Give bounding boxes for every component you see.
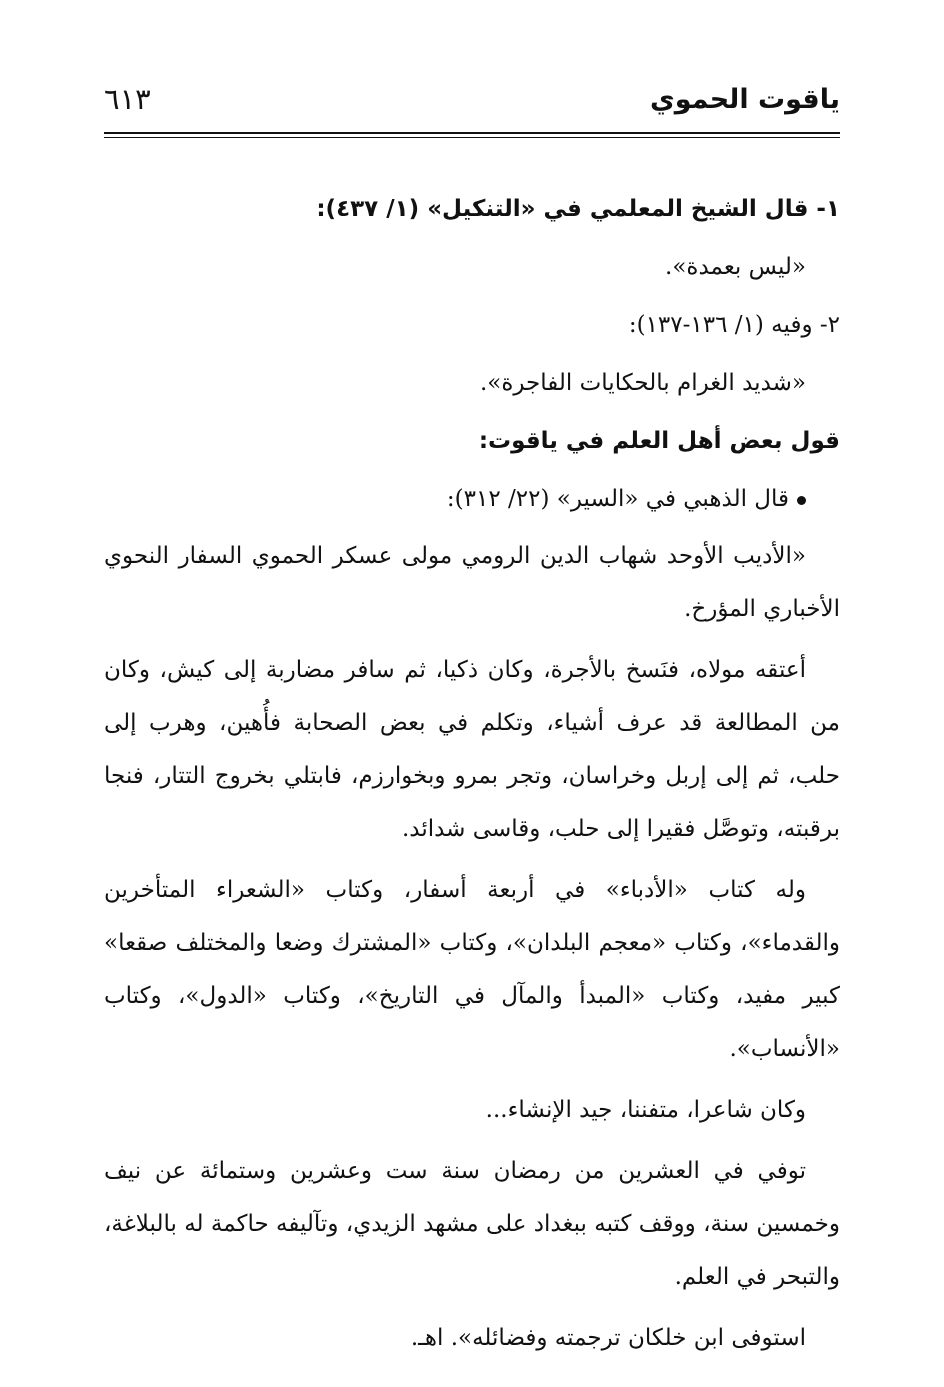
item2-line: ٢- وفيه (١/ ١٣٦-١٣٧):	[628, 312, 840, 338]
item1-heading: ١- قال الشيخ المعلمي في «التنكيل» (١/ ٤٣٧):	[316, 196, 840, 222]
section-heading: قول بعض أهل العلم في ياقوت:	[478, 428, 840, 454]
header-rule-thin	[104, 137, 840, 138]
bullet-item	[104, 470, 840, 528]
item2-quote: «شديد الغرام بالحكايات الفاجرة».	[479, 370, 806, 396]
running-title: ياقوت الحموي	[649, 84, 840, 115]
body-text	[104, 180, 840, 1365]
paragraph-4: وكان شاعرا، متفننا، جيد الإنشاء...	[485, 1097, 806, 1123]
paragraph-2: أعتقه مولاه، فنَسخ بالأجرة، وكان ذكيا، ثم سافر مضاربة إلى كيش، وكان من المطالعة قد عرف أشياء، وتكلم في بعض الصحابة فأُهين، وهرب إلى حلب، ثم إلى إربل وخراسان، وتجر بمرو وبخوارزم، فابتلي بخروج التتار، فنجا برقبته، وتوصَّل فقيرا إلى حلب، وقاسى شدائد.	[104, 657, 840, 842]
running-head	[104, 80, 840, 124]
page-number: ٦١٣	[104, 82, 151, 116]
item1-quote: «ليس بعمدة».	[665, 254, 806, 280]
bullet-dot-icon	[797, 496, 806, 505]
paragraph-5: توفي في العشرين من رمضان سنة ست وعشرين وستمائة عن نيف وخمسين سنة، ووقف كتبه ببغداد على مشهد الزيدي، وتآليفه حاكمة له بالبلاغة، والتبحر في العلم.	[104, 1158, 840, 1290]
header-rule-thick	[104, 132, 840, 134]
paragraph-3: وله كتاب «الأدباء» في أربعة أسفار، وكتاب «الشعراء المتأخرين والقدماء»، وكتاب «معجم البلدان»، وكتاب «المشترك وضعا والمختلف صقعا» كبير مفيد، وكتاب «المبدأ والمآل في التاريخ»، وكتاب «الدول»، وكتاب «الأنساب».	[104, 877, 840, 1062]
paragraph-6: استوفى ابن خلكان ترجمته وفضائله». اهـ.	[410, 1325, 806, 1351]
bullet-text: قال الذهبي في «السير» (٢٢/ ٣١٢):	[446, 486, 789, 512]
paragraph-1: «الأديب الأوحد شهاب الدين الرومي مولى عسكر الحموي السفار النحوي الأخباري المؤرخ.	[104, 543, 840, 622]
